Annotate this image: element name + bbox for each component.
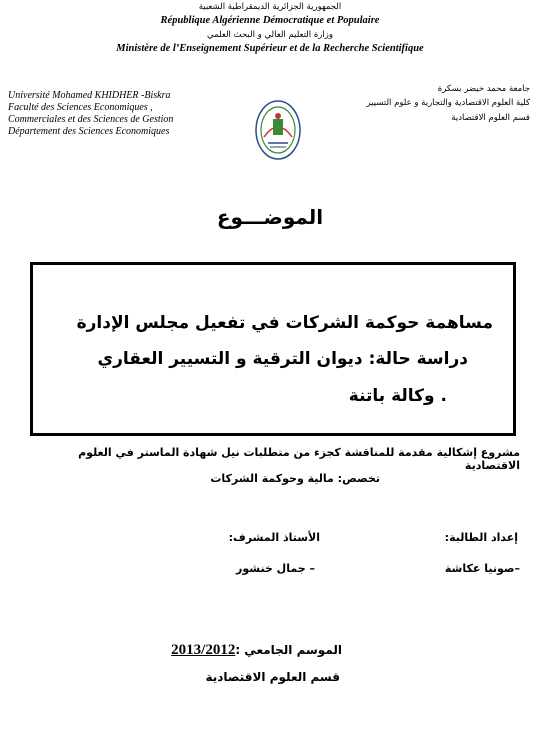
supervisor-name: – جمال خنشور — [236, 562, 315, 575]
header-fr-faculty-cont: Commerciales et des Sciences de Gestion — [8, 114, 174, 125]
header-fr-university: Université Mohamed KHIDHER -Biskra — [8, 90, 171, 101]
title-line-3: . وكالة باتنة — [348, 386, 447, 406]
academic-year-value: 2013/2012 — [171, 642, 236, 658]
title-line-2: دراسة حالة: ديوان الترقية و التسيير العقاري — [97, 349, 468, 369]
header-ar-faculty: كلية العلوم الاقتصادية والتجارية و علوم التسيير — [366, 98, 530, 108]
header-ar-university: جامعة محمد خيضر بسكرة — [437, 84, 530, 94]
header-fr-department: Département des Sciences Economiques — [8, 126, 170, 137]
header-ar-department: قسم العلوم الاقتصادية — [451, 113, 530, 123]
student-label: إعداد الطالبة: — [444, 531, 518, 544]
title-box — [30, 262, 516, 436]
footer-department: قسم العلوم الاقتصادية — [205, 670, 340, 684]
header-ar-ministry: وزارة التعليم العالي و البحث العلمي — [207, 30, 333, 40]
header-fr-republic: République Algérienne Démocratique et Populaire — [160, 15, 380, 26]
header-ar-republic: الجمهورية الجزائرية الديمقراطية الشعبية — [198, 2, 342, 12]
subject-heading: الموضـــوع — [216, 205, 324, 229]
supervisor-label: الأستاذ المشرف: — [228, 531, 320, 544]
university-logo-icon — [254, 99, 302, 161]
title-line-1: مساهمة حوكمة الشركات في تفعيل مجلس الإدارة — [76, 313, 493, 333]
header-fr-faculty: Faculté des Sciences Economiques , — [8, 102, 153, 113]
academic-year-label: الموسم الجامعي : — [235, 643, 342, 657]
student-name: –صونيا عكاشة — [444, 562, 520, 575]
academic-year — [162, 642, 342, 659]
project-specialty: تخصص: مالية وحوكمة الشركات — [210, 472, 380, 485]
project-description: مشروع إشكالية مقدمة للمناقشة كجزء من متطلبات نيل شهادة الماستر في العلوم الاقتصادية — [78, 446, 520, 472]
header-fr-ministry: Ministère de l’Enseignement Supérieur et de la Recherche Scientifique — [116, 43, 424, 54]
header-fr-left — [8, 90, 248, 138]
